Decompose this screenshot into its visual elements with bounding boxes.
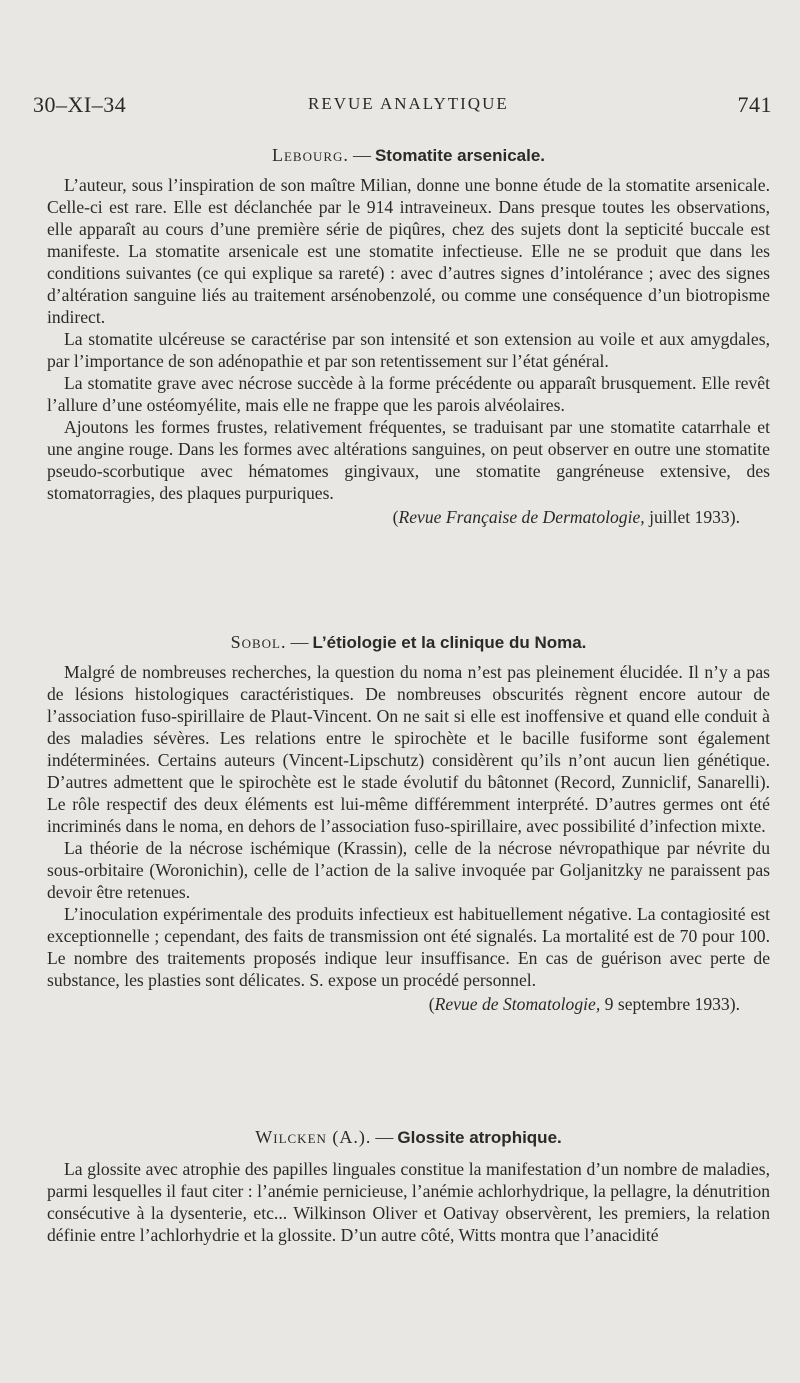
journal-title: REVUE ANALYTIQUE <box>308 94 509 113</box>
paragraph: Ajoutons les formes frustes, relativement fréquentes, se traduisant par une stomatite catarrhale et une angine rouge. Dans les formes avec altérations sanguines, on peut observer en outre une stomatite pseudo-scorbutique avec hématomes gingivaux, une stomatite gangréneuse extensive, des stomatorragies, des plaques purpuriques. <box>47 417 770 503</box>
article-lebourg <box>47 143 770 528</box>
article-title: Glossite atrophique. <box>397 1128 562 1147</box>
source-date: juillet 1933). <box>644 507 740 527</box>
article-sobol <box>47 630 770 1015</box>
heading-dash: — <box>290 632 309 652</box>
heading-dash: — <box>352 145 371 165</box>
paragraph: La stomatite ulcéreuse se caractérise par son intensité et son extension au voile et aux amygdales, par l’importance de son adénopathie et par son retentissement sur l’état général. <box>47 329 770 371</box>
article-author: Wilcken (A.). <box>255 1127 372 1147</box>
source-date: 9 septembre 1933). <box>600 994 740 1014</box>
source-journal: Revue de Stomatologie, <box>434 994 601 1014</box>
article-heading <box>47 143 770 168</box>
running-head <box>33 92 772 122</box>
source-journal: Revue Française de Dermatologie, <box>398 507 645 527</box>
article-title: Stomatite arsenicale. <box>374 146 546 165</box>
article-author: Sobol. <box>230 632 287 652</box>
paragraph: L’inoculation expérimentale des produits infectieux est habituellement négative. La contagiosité est exceptionnelle ; cependant, des faits de transmission ont été signalés. La mortalité est de 70 pour 100. Le nombre des traitements proposés indique leur insuffisance. En cas de guérison avec perte de substance, les plasties sont délicates. S. expose un procédé personnel. <box>47 904 770 990</box>
paragraph: La théorie de la nécrose ischémique (Krassin), celle de la nécrose névropathique par névrite du sous-orbitaire (Woronichin), celle de l’action de la salive invoquée par Goljanitzky ne paraissent pas devoir être retenues. <box>47 838 770 902</box>
page-number: 741 <box>737 92 772 117</box>
article-wilcken <box>47 1125 770 1246</box>
paragraph: Malgré de nombreuses recherches, la question du noma n’est pas pleinement élucidée. Il n’y a pas de lésions histologiques caractéristiques. De nombreuses obscurités règnent encore autour de l’association fuso-spirillaire de Plaut-Vincent. On ne sait si elle est inoffensive et quand elle conduit à des maladies sévères. Les relations entre le spirochète et le bacille fusiforme sont également indéterminées. Certains auteurs (Vincent-Lipschutz) considèrent qu’ils n’ont aucun lien génétique. D’autres admettent que le spirochète est le stade évolutif du bâtonnet (Record, Zunniclif, Sanarelli). Le rôle respectif des deux éléments est lui-même différemment interprété. D’autres germes ont été incriminés dans le noma, en dehors de l’association fuso-spirillaire, avec possibilité d’infection mixte. <box>47 662 770 836</box>
heading-dash: — <box>375 1127 394 1147</box>
source-citation: (Revue Française de Dermatologie, juillet 1933). <box>392 507 740 527</box>
paragraph: L’auteur, sous l’inspiration de son maître Milian, donne une bonne étude de la stomatite arsenicale. Celle-ci est rare. Elle est déclanchée par le 914 intraveineux. Dans presque toutes les observations, elle apparaît au cours d’une première série de piqûres, chez des sujets dont la septicité buccale est manifeste. La stomatite arsenicale est une stomatite infectieuse. Elle ne se produit que dans les conditions suivantes (ce qui explique sa rareté) : avec d’autres signes d’intolérance ; avec des signes d’altération sanguine liés au traitement arsénobenzolé, ou comme une conséquence d’un biotropisme indirect. <box>47 175 770 327</box>
paragraph: La glossite avec atrophie des papilles linguales constitue la manifestation d’un nombre de maladies, parmi lesquelles il faut citer : l’anémie pernicieuse, l’anémie achlorhydrique, la pellagre, la dénutrition consécutive à la dysenterie, etc... Wilkinson Oliver et Oativay observèrent, les premiers, la relation définie entre l’achlorhydrie et la glossite. D’un autre côté, Witts montra que l’anacidité <box>47 1159 771 1245</box>
article-heading <box>47 630 770 655</box>
article-heading <box>47 1125 770 1150</box>
issue-date: 30–XI–34 <box>33 92 127 117</box>
article-author: Lebourg. <box>271 145 349 165</box>
source-citation: (Revue de Stomatologie, 9 septembre 1933). <box>428 994 740 1014</box>
article-title: L’étiologie et la clinique du Noma. <box>312 633 587 652</box>
paragraph: La stomatite grave avec nécrose succède à la forme précédente ou apparaît brusquement. Elle revêt l’allure d’une ostéomyélite, mais elle ne frappe que les parois alvéolaires. <box>47 373 770 415</box>
